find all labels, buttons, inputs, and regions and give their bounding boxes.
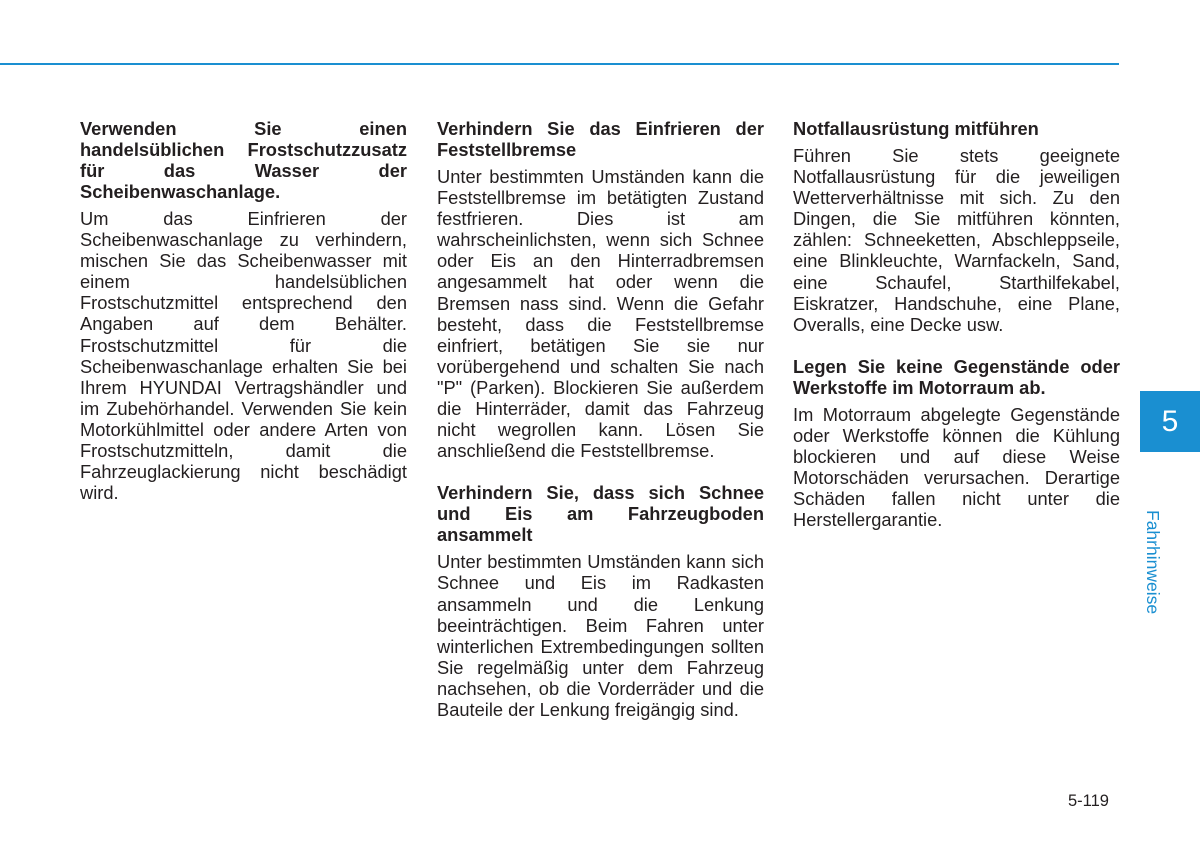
column-left: [80, 118, 407, 503]
chapter-number-tab: 5: [1140, 391, 1200, 452]
header-rule: [0, 63, 1119, 65]
section-body-emergency-equipment: Führen Sie stets geeignete Notfallausrüstung für die jeweiligen Wetterverhältnisse mit sich. Zu den Dingen, die Sie mitführen könnten, zählen: Schneeketten, Abschleppseile, eine Blinkleuchte, Warnfackeln, Sand, eine Schaufel, Starthilfekabel, Eiskratzer, Handschuhe, eine Plane, Overalls, eine Decke usw.: [793, 145, 1120, 335]
page-number: 5-119: [1068, 792, 1109, 810]
section-body-snow-ice: Unter bestimmten Umständen kann sich Schnee und Eis im Radkasten ansammeln und die Lenkung beeinträchtigen. Beim Fahren unter winterlichen Extrembedingungen sollten Sie regelmäßig unter dem Fahrzeug nachsehen, ob die Vorderräder und die Bauteile der Lenkung freigängig sind.: [437, 551, 764, 720]
section-body-parking-brake: Unter bestimmten Umständen kann die Feststellbremse im betätigten Zustand festfrieren. Dies ist am wahrscheinlichsten, wenn sich Schnee oder Eis an den Hinterradbremsen angesammelt hat oder wenn die Bremsen nass sind. Wenn die Gefahr besteht, dass die Feststellbremse einfriert, betätigen Sie sie nur vorübergehend und schalten Sie nach "P" (Parken). Blockieren Sie außerdem die Hinterräder, damit das Fahrzeug nicht wegrollen kann. Lösen Sie anschließend die Feststellbremse.: [437, 166, 764, 462]
section-body-engine-compartment: Im Motorraum abgelegte Gegenstände oder Werkstoffe können die Kühlung blockieren und auf diese Weise Motorschäden verursachen. Derartige Schäden fallen nicht unter die Herstellergarantie.: [793, 403, 1120, 531]
section-heading-emergency-equipment: Notfallausrüstung mitführen: [793, 118, 1039, 139]
section-body-windshield-washer: Um das Einfrieren der Scheibenwaschanlage zu verhindern, mischen Sie das Scheibenwasser mit einem handelsüblichen Frostschutzmittel entsprechend den Angaben auf dem Behälter. Frostschutzmittel für die Scheibenwaschanlage erhalten Sie bei Ihrem HYUNDAI Vertragshändler und im Zubehörhandel. Verwenden Sie kein Motorkühlmittel oder andere Arten von Frostschutzmitteln, damit die Fahrzeuglackierung nicht beschädigt wird.: [80, 208, 407, 504]
section-heading-parking-brake: Verhindern Sie das Einfrieren der Feststellbremse: [437, 118, 764, 160]
section-heading-windshield-washer: Verwenden Sie einen handelsüblichen Frostschutzzusatz für das Wasser der Scheibenwaschanlage.: [80, 118, 407, 202]
section-heading-engine-compartment: Legen Sie keine Gegenstände oder Werkstoffe im Motorraum ab.: [793, 355, 1120, 398]
column-middle: [437, 118, 764, 720]
section-heading-snow-ice: Verhindern Sie, dass sich Schnee und Eis am Fahrzeugboden ansammelt: [437, 482, 764, 546]
column-right: [793, 118, 1120, 530]
chapter-title: Fahrhinweise: [1143, 510, 1163, 615]
